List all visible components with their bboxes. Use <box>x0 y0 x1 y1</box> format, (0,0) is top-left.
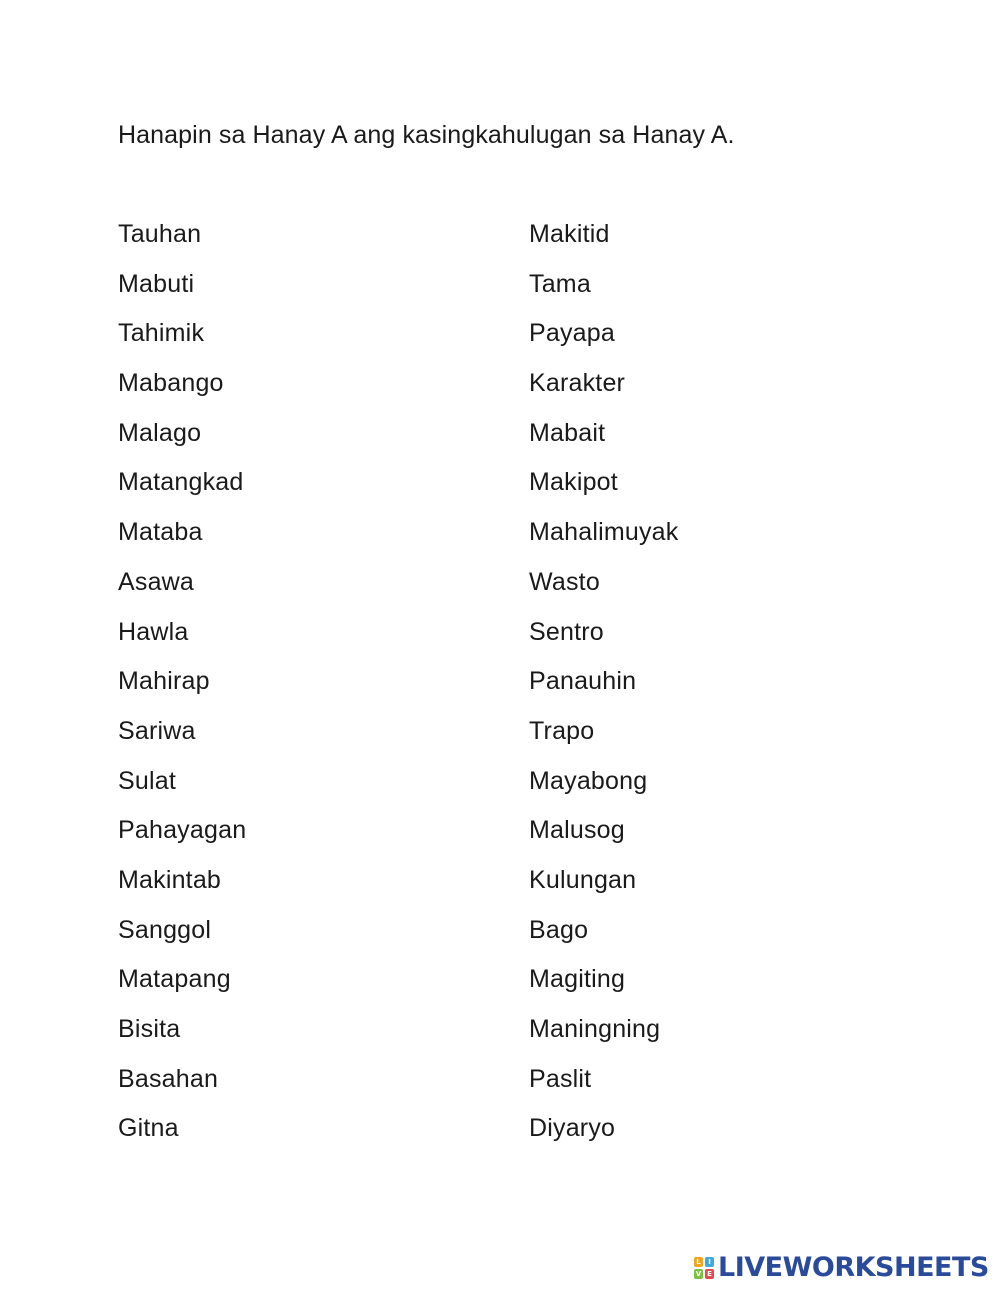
hanay-b-item: Makipot <box>529 468 618 497</box>
hanay-a-item: Pahayagan <box>118 816 247 845</box>
hanay-b-item: Panauhin <box>529 667 637 696</box>
hanay-b-item: Kulungan <box>529 865 637 894</box>
hanay-a-item: Gitna <box>118 1114 179 1143</box>
hanay-b-item: Bago <box>529 915 589 944</box>
hanay-a-item: Mahirap <box>118 667 210 696</box>
hanay-b-item: Malusog <box>529 816 625 845</box>
hanay-b-item: Mabait <box>529 418 606 447</box>
logo-tile: E <box>705 1269 714 1279</box>
hanay-a-item: Malago <box>118 418 202 447</box>
hanay-a-item: Sariwa <box>118 716 196 745</box>
hanay-b-item: Payapa <box>529 319 615 348</box>
hanay-b-item: Magiting <box>529 965 626 994</box>
hanay-a-item: Matangkad <box>118 468 244 497</box>
hanay-a-item: Mabuti <box>118 269 195 298</box>
hanay-a-item: Tahimik <box>118 319 205 348</box>
hanay-a-list <box>118 217 246 1161</box>
hanay-a-item: Tauhan <box>118 220 202 248</box>
hanay-b-list <box>529 217 678 1161</box>
instruction-text: Hanapin sa Hanay A ang kasingkahulugan sa Hanay A. <box>118 121 735 149</box>
hanay-b-item: Makitid <box>529 220 610 248</box>
hanay-b-item: Diyaryo <box>529 1114 616 1143</box>
hanay-a-item: Matapang <box>118 965 231 994</box>
hanay-a-item: Makintab <box>118 865 222 894</box>
hanay-a-item: Sanggol <box>118 915 212 944</box>
hanay-a-item: Mabango <box>118 369 224 398</box>
hanay-a-item: Sulat <box>118 766 176 795</box>
hanay-b-item: Maningning <box>529 1015 661 1043</box>
hanay-a-item: Hawla <box>118 617 189 646</box>
hanay-b-item: Wasto <box>529 567 600 596</box>
hanay-b-item: Paslit <box>529 1064 592 1093</box>
hanay-b-item: Tama <box>529 269 591 298</box>
brand-name: LIVEWORKSHEETS <box>718 1252 989 1283</box>
hanay-b-item: Trapo <box>529 716 595 745</box>
logo-tile: V <box>695 1270 702 1278</box>
hanay-a-item: Bisita <box>118 1015 181 1043</box>
logo-tile: L <box>694 1257 703 1267</box>
hanay-b-item: Sentro <box>529 617 604 646</box>
hanay-b-item: Mahalimuyak <box>529 518 679 547</box>
logo-tile: I <box>705 1257 714 1267</box>
liveworksheets-brand <box>694 1253 989 1283</box>
hanay-a-item: Mataba <box>118 518 203 547</box>
hanay-a-item: Asawa <box>118 567 195 596</box>
hanay-b-item: Mayabong <box>529 766 648 795</box>
hanay-a-item: Basahan <box>118 1064 219 1093</box>
liveworksheets-logo-icon <box>694 1257 714 1279</box>
hanay-b-item: Karakter <box>529 369 626 398</box>
